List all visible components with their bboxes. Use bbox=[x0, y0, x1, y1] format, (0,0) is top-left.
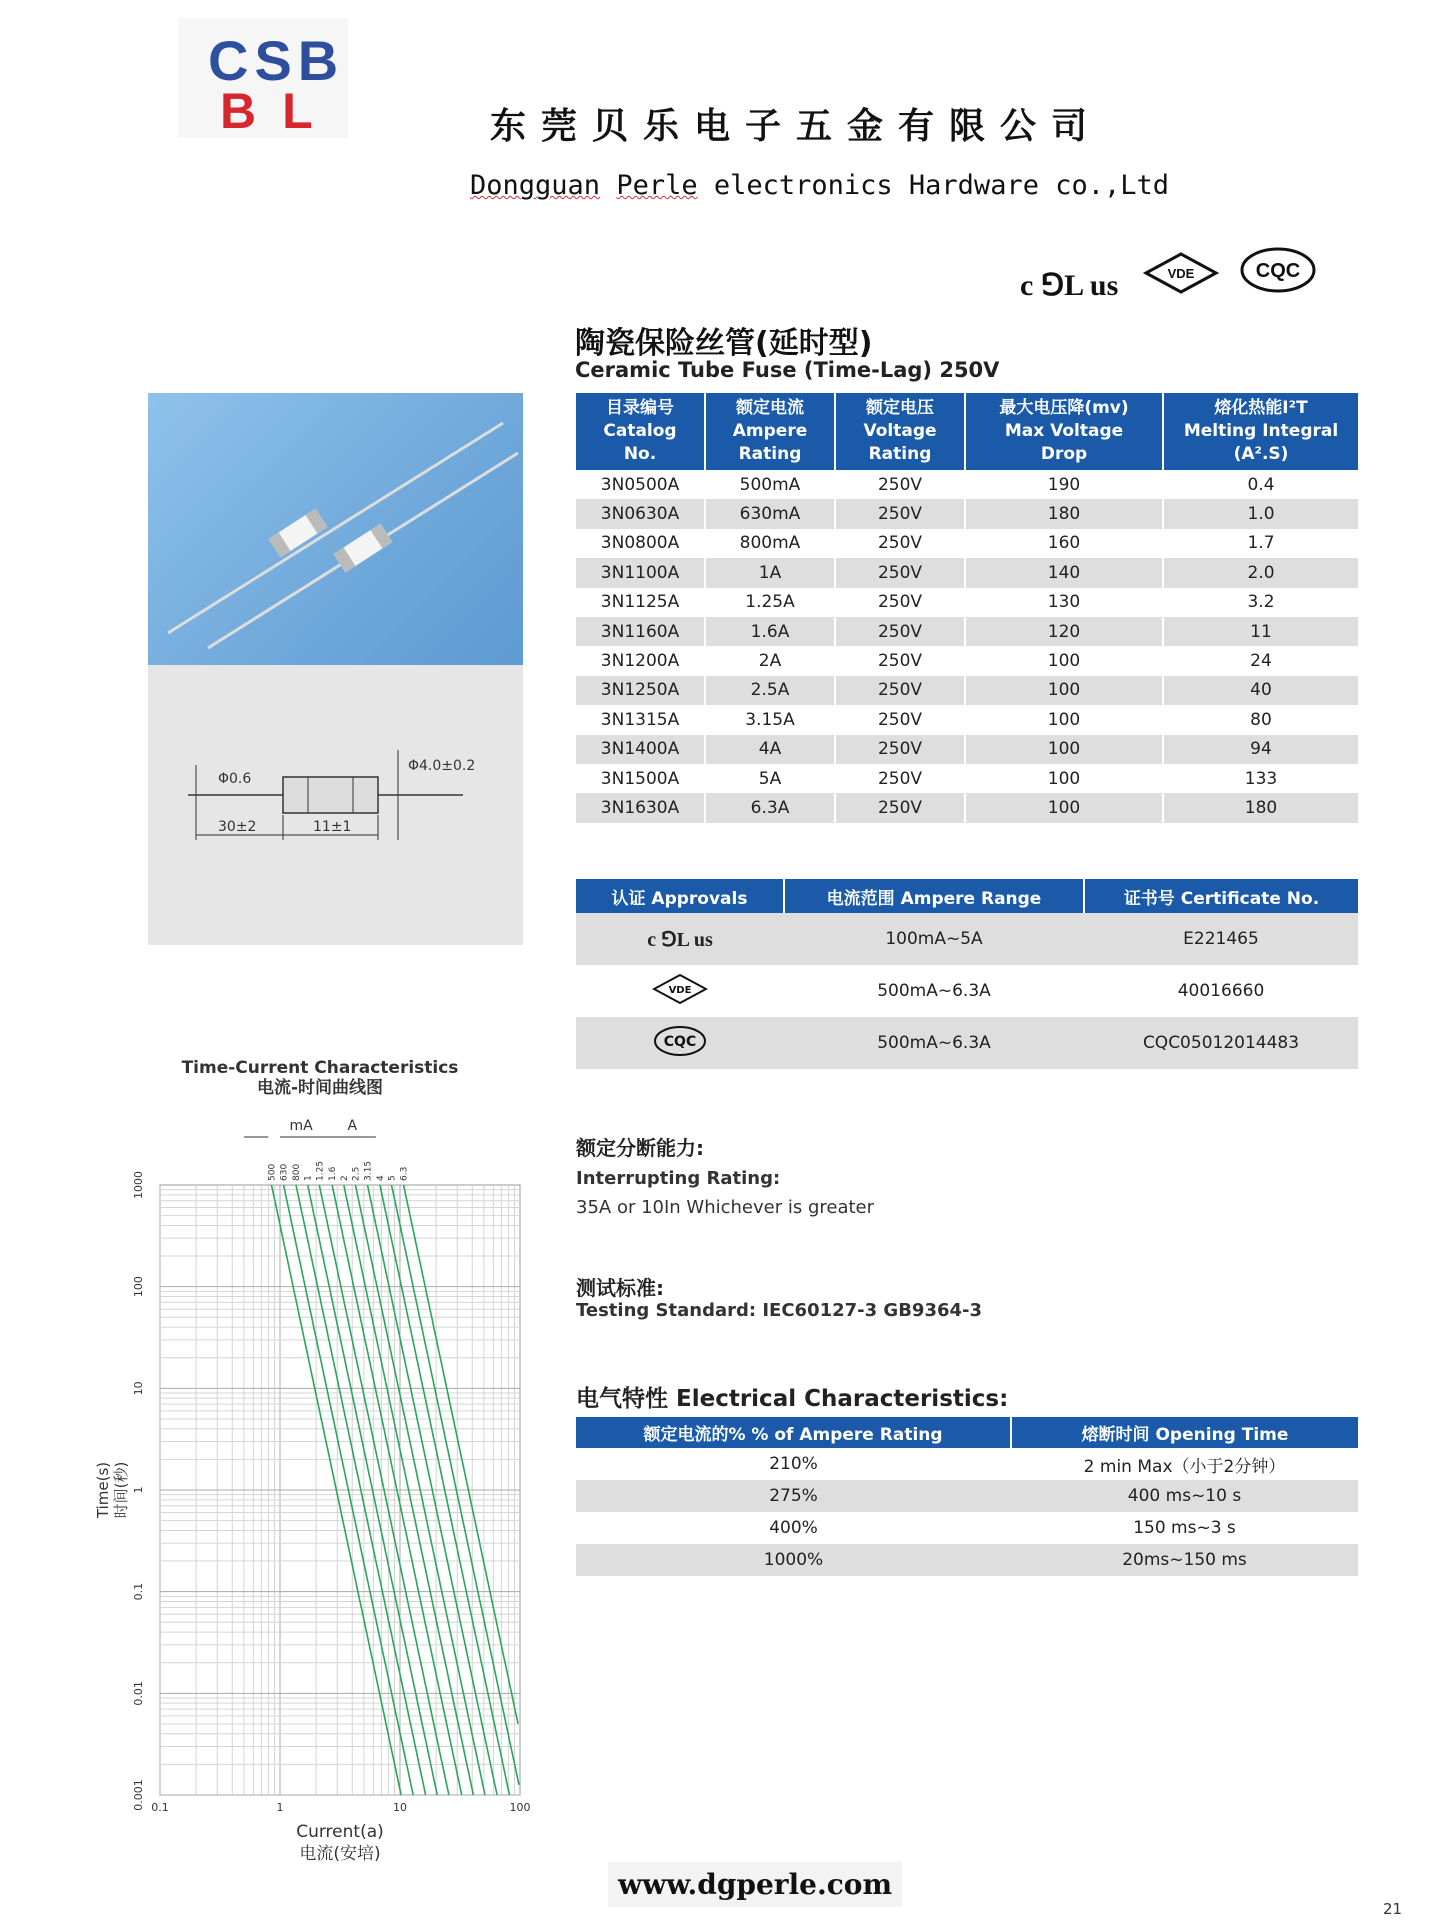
voltage-cell: 250V bbox=[835, 499, 965, 528]
time-current-chart bbox=[90, 1105, 530, 1895]
y-tick-label: 0.001 bbox=[132, 1779, 145, 1811]
opening-time-cell: 20ms~150 ms bbox=[1011, 1544, 1358, 1576]
approvals-header-range: 电流范围 Ampere Range bbox=[784, 879, 1084, 913]
drop-cell: 100 bbox=[965, 646, 1163, 675]
ampere-cell: 5A bbox=[705, 764, 835, 793]
drop-cell: 130 bbox=[965, 588, 1163, 617]
electrical-table bbox=[576, 1417, 1358, 1576]
y-tick-label: 0.1 bbox=[132, 1582, 145, 1601]
spec-header-ampere: 额定电流 Ampere Rating bbox=[705, 393, 835, 470]
product-title-en: Ceramic Tube Fuse (Time-Lag) 250V bbox=[575, 358, 1000, 382]
electrical-header-time: 熔断时间 Opening Time bbox=[1011, 1417, 1358, 1448]
curve-label-630: 630 bbox=[279, 1163, 290, 1181]
spec-row bbox=[576, 529, 1358, 558]
electrical-title: 电气特性 Electrical Characteristics: bbox=[576, 1386, 1009, 1412]
i2t-cell: 133 bbox=[1244, 768, 1278, 789]
body-length-label: 11±1 bbox=[313, 819, 352, 835]
i2t-cell: 3.2 bbox=[1247, 592, 1275, 613]
y-axis-title: Time(s) bbox=[94, 1461, 112, 1519]
x-tick-label: 10 bbox=[393, 1801, 407, 1814]
unit-label-a: A bbox=[347, 1118, 358, 1134]
approval-cert: 40016660 bbox=[1177, 981, 1265, 1001]
i2t-cell: 40 bbox=[1163, 676, 1358, 705]
drop-cell: 120 bbox=[965, 617, 1163, 646]
opening-time-cell: 150 ms~3 s bbox=[1133, 1518, 1236, 1538]
x-tick-label: 0.1 bbox=[151, 1801, 169, 1814]
curve-label-500: 500 bbox=[267, 1163, 278, 1181]
curve-label-2: 2 bbox=[339, 1175, 350, 1181]
drop-cell: 140 bbox=[965, 558, 1163, 587]
y-axis-title-cn: 时间(秒) bbox=[112, 1461, 130, 1519]
svg-text:CQC: CQC bbox=[663, 1033, 697, 1050]
drop-cell: 100 bbox=[965, 793, 1163, 822]
voltage-cell: 250V bbox=[835, 617, 965, 646]
y-tick-label: 100 bbox=[132, 1276, 145, 1298]
company-logo bbox=[178, 18, 348, 138]
curve-label-1: 1 bbox=[303, 1175, 314, 1181]
i2t-cell: 1.7 bbox=[1247, 533, 1275, 554]
curve-label-2.5: 2.5 bbox=[351, 1166, 362, 1181]
ampere-cell: 6.3A bbox=[705, 793, 835, 822]
lead-diameter-label: Φ0.6 bbox=[218, 771, 252, 787]
drop-cell: 100 bbox=[965, 735, 1163, 764]
voltage-cell: 250V bbox=[835, 646, 965, 675]
opening-time-cell: 2 min Max（小于2分钟） bbox=[1083, 1456, 1286, 1477]
product-title-cn: 陶瓷保险丝管(延时型) bbox=[575, 326, 873, 361]
curve-label-3.15: 3.15 bbox=[363, 1160, 374, 1181]
electrical-row bbox=[576, 1512, 1358, 1544]
ampere-cell: 500mA bbox=[705, 470, 835, 499]
unit-label-ma: mA bbox=[289, 1118, 313, 1134]
spec-row bbox=[576, 558, 1358, 587]
spec-row bbox=[576, 735, 1358, 764]
voltage-cell: 250V bbox=[835, 735, 965, 764]
approval-row bbox=[576, 913, 1358, 965]
y-tick-label: 10 bbox=[132, 1381, 145, 1396]
approval-mark-ul-icon: c ⅁L us bbox=[576, 913, 784, 965]
drop-cell: 100 bbox=[965, 676, 1163, 705]
logo-top-text: CSB bbox=[208, 29, 345, 92]
testing-title-cn: 测试标准: bbox=[576, 1276, 664, 1300]
interrupting-title-en: Interrupting Rating: bbox=[576, 1168, 781, 1189]
vde-mark-text: VDE bbox=[1168, 266, 1195, 281]
lead-length-label: 30±2 bbox=[218, 819, 257, 835]
spec-row bbox=[576, 793, 1358, 822]
electrical-row bbox=[576, 1544, 1358, 1576]
i2t-cell: 80 bbox=[1250, 709, 1272, 730]
drop-cell: 180 bbox=[965, 499, 1163, 528]
percent-cell: 1000% bbox=[576, 1544, 1011, 1576]
interrupting-title-cn: 额定分断能力: bbox=[576, 1136, 704, 1160]
svg-text:VDE: VDE bbox=[668, 984, 692, 996]
spec-header-i2t: 熔化热能I²T Melting Integral (A².S) bbox=[1163, 393, 1358, 470]
approval-cert: CQC05012014483 bbox=[1084, 1017, 1358, 1069]
catalog-cell: 3N1200A bbox=[576, 646, 705, 675]
ul-mark-icon: c ⅁L us bbox=[1020, 269, 1119, 302]
catalog-cell: 3N1630A bbox=[576, 793, 705, 822]
company-name-en bbox=[470, 170, 1169, 201]
spec-row bbox=[576, 764, 1358, 793]
approval-mark-cqc-icon bbox=[576, 1017, 784, 1069]
testing-standard: Testing Standard: IEC60127-3 GB9364-3 bbox=[576, 1300, 983, 1321]
opening-time-cell: 400 ms~10 s bbox=[1011, 1480, 1358, 1512]
ampere-cell: 1.25A bbox=[705, 588, 835, 617]
electrical-header-percent: 额定电流的% % of Ampere Rating bbox=[576, 1417, 1011, 1448]
spec-row bbox=[576, 588, 1358, 617]
company-name-word-1: Dongguan bbox=[470, 170, 601, 201]
i2t-cell: 180 bbox=[1163, 793, 1358, 822]
i2t-cell: 94 bbox=[1163, 735, 1358, 764]
i2t-cell: 2.0 bbox=[1163, 558, 1358, 587]
approvals-header-approvals: 认证 Approvals bbox=[576, 879, 784, 913]
drop-cell: 100 bbox=[965, 764, 1163, 793]
dimension-drawing bbox=[148, 665, 523, 945]
spec-table bbox=[576, 393, 1358, 823]
ampere-cell: 3.15A bbox=[705, 705, 835, 734]
spec-row bbox=[576, 646, 1358, 675]
ampere-cell: 2A bbox=[705, 646, 835, 675]
ampere-cell: 800mA bbox=[705, 529, 835, 558]
catalog-cell: 3N0800A bbox=[576, 529, 705, 558]
catalog-cell: 3N1315A bbox=[576, 705, 705, 734]
voltage-cell: 250V bbox=[835, 588, 965, 617]
percent-cell: 275% bbox=[576, 1480, 1011, 1512]
spec-header-voltage: 额定电压 Voltage Rating bbox=[835, 393, 965, 470]
ampere-cell: 1A bbox=[705, 558, 835, 587]
approval-range: 500mA~6.3A bbox=[877, 981, 991, 1001]
y-tick-label: 1000 bbox=[132, 1171, 145, 1199]
voltage-cell: 250V bbox=[835, 676, 965, 705]
cqc-mark-icon bbox=[1238, 245, 1318, 299]
product-photo bbox=[148, 393, 523, 665]
y-tick-label: 1 bbox=[132, 1486, 145, 1494]
website-url: www.dgperle.com bbox=[608, 1862, 902, 1907]
spec-row bbox=[576, 470, 1358, 499]
catalog-cell: 3N0630A bbox=[576, 499, 705, 528]
cqc-mark-text: CQC bbox=[1256, 260, 1301, 282]
logo-bottom-text: BL bbox=[220, 83, 339, 139]
voltage-cell: 250V bbox=[835, 558, 965, 587]
ampere-cell: 1.6A bbox=[705, 617, 835, 646]
spec-row bbox=[576, 705, 1358, 734]
spec-header-drop: 最大电压降(mv) Max Voltage Drop bbox=[965, 393, 1163, 470]
voltage-cell: 250V bbox=[835, 793, 965, 822]
spec-row bbox=[576, 617, 1358, 646]
catalog-cell: 3N1160A bbox=[576, 617, 705, 646]
x-axis-title: Current(a) bbox=[296, 1822, 384, 1842]
catalog-cell: 3N1100A bbox=[576, 558, 705, 587]
drop-cell: 100 bbox=[965, 705, 1163, 734]
spec-row bbox=[576, 676, 1358, 705]
curve-label-4: 4 bbox=[375, 1175, 386, 1181]
page-number: 21 bbox=[1383, 1900, 1403, 1918]
body-diameter-label: Φ4.0±0.2 bbox=[408, 758, 476, 774]
i2t-cell: 11 bbox=[1163, 617, 1358, 646]
voltage-cell: 250V bbox=[835, 470, 965, 499]
approval-mark-vde-icon bbox=[576, 965, 784, 1017]
chart-title: Time-Current Characteristics 电流-时间曲线图 bbox=[181, 1058, 459, 1098]
voltage-cell: 250V bbox=[835, 705, 965, 734]
curve-label-1.6: 1.6 bbox=[328, 1166, 339, 1181]
vde-mark-icon bbox=[1143, 251, 1219, 299]
catalog-cell: 3N1125A bbox=[576, 588, 705, 617]
electrical-row bbox=[576, 1480, 1358, 1512]
i2t-cell: 0.4 bbox=[1247, 474, 1275, 495]
y-tick-label: 0.01 bbox=[132, 1681, 145, 1706]
approval-row bbox=[576, 1017, 1358, 1069]
curve-label-800: 800 bbox=[292, 1163, 303, 1181]
company-name-rest: electronics Hardware co.,Ltd bbox=[697, 170, 1169, 201]
ampere-cell: 2.5A bbox=[705, 676, 835, 705]
i2t-cell: 1.0 bbox=[1163, 499, 1358, 528]
x-tick-label: 1 bbox=[276, 1801, 284, 1814]
spec-row bbox=[576, 499, 1358, 528]
catalog-cell: 3N1250A bbox=[576, 676, 705, 705]
voltage-cell: 250V bbox=[835, 529, 965, 558]
drop-cell: 160 bbox=[965, 529, 1163, 558]
x-axis-title-cn: 电流(安培) bbox=[299, 1844, 381, 1864]
curve-label-6.3: 6.3 bbox=[399, 1166, 410, 1181]
approval-range: 500mA~6.3A bbox=[784, 1017, 1084, 1069]
catalog-cell: 3N0500A bbox=[576, 470, 705, 499]
electrical-row bbox=[576, 1448, 1358, 1480]
percent-cell: 210% bbox=[769, 1454, 818, 1474]
approval-range: 100mA~5A bbox=[784, 913, 1084, 965]
curve-label-1.25: 1.25 bbox=[315, 1160, 326, 1181]
catalog-cell: 3N1400A bbox=[576, 735, 705, 764]
ampere-cell: 630mA bbox=[705, 499, 835, 528]
approvals-table bbox=[576, 879, 1358, 1069]
cert-marks bbox=[1020, 245, 1318, 303]
i2t-cell: 24 bbox=[1250, 651, 1272, 672]
approvals-header-cert: 证书号 Certificate No. bbox=[1084, 879, 1358, 913]
company-name-word-2: Perle bbox=[616, 170, 698, 201]
curve-label-5: 5 bbox=[387, 1175, 398, 1181]
drop-cell: 190 bbox=[965, 470, 1163, 499]
voltage-cell: 250V bbox=[835, 764, 965, 793]
company-name-cn: 东莞贝乐电子五金有限公司 bbox=[490, 106, 1103, 147]
x-tick-label: 100 bbox=[509, 1801, 530, 1814]
approval-row bbox=[576, 965, 1358, 1017]
interrupting-text: 35A or 10In Whichever is greater bbox=[576, 1197, 875, 1218]
percent-cell: 400% bbox=[769, 1518, 818, 1538]
ampere-cell: 4A bbox=[705, 735, 835, 764]
approval-cert: E221465 bbox=[1084, 913, 1358, 965]
catalog-cell: 3N1500A bbox=[576, 764, 705, 793]
spec-header-catalog: 目录编号 Catalog No. bbox=[576, 393, 705, 470]
